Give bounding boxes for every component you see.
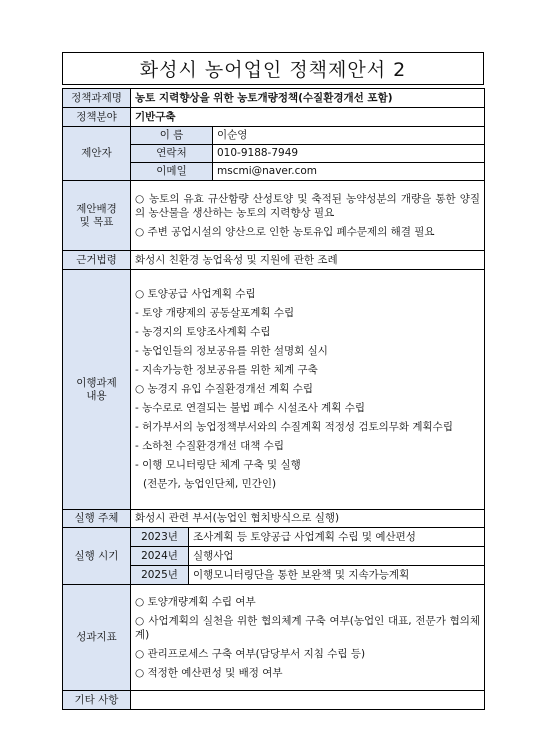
row-executor	[63, 510, 485, 528]
other-label: 기타 사항	[63, 691, 131, 710]
row-policy-task	[63, 89, 485, 108]
background-label-line1: 제안배경	[76, 202, 117, 215]
content-list	[131, 270, 485, 510]
policy-task-label: 정책과제명	[63, 89, 131, 108]
email-value: mscmi@naver.com	[213, 163, 485, 181]
schedule-text: 조사계획 등 토양공급 사업계획 수립 및 예산편성	[189, 528, 485, 547]
name-value: 이순영	[213, 127, 485, 145]
background-label-line2: 및 목표	[79, 215, 114, 228]
row-policy-field	[63, 108, 485, 127]
background-item: ○ 농토의 유효 규산함량 산성토양 및 축적된 농약성분의 개량을 통한 양질의 농산물을 생산하는 농토의 지력향상 필요	[135, 192, 481, 219]
phone-label: 연락처	[131, 145, 213, 163]
content-label-line2: 내용	[86, 389, 107, 402]
content-item: - 소하천 수질환경개선 대책 수립	[135, 440, 284, 452]
row-content	[63, 270, 485, 510]
executor-value: 화성시 관련 부서(농업인 협치방식으로 실행)	[131, 510, 485, 528]
content-item: ○ 토양공급 사업계획 수립	[135, 288, 256, 300]
document-title: 화성시 농어업인 정책제안서 2	[62, 52, 484, 85]
proposer-label: 제안자	[63, 127, 131, 181]
content-item: ○ 농경지 유입 수질환경개선 계획 수립	[135, 383, 313, 395]
content-item: - 허가부서의 농업정책부서와의 수질계획 적정성 검토의무화 계획수립	[135, 421, 453, 433]
schedule-text: 이행모니터링단을 통한 보완책 및 지속가능계획	[189, 566, 485, 585]
indicator-item: ○ 사업계획의 실천을 위한 협의체계 구축 여부(농업인 대표, 전문가 협의체계)	[135, 614, 481, 641]
content-item: - 농업인들의 정보공유를 위한 설명회 실시	[135, 345, 328, 357]
schedule-year: 2023년	[131, 528, 189, 547]
row-indicators	[63, 585, 485, 691]
row-background	[63, 181, 485, 251]
content-label-line1: 이행과제	[76, 376, 117, 389]
row-schedule-2023	[63, 528, 485, 547]
policy-field-label: 정책분야	[63, 108, 131, 127]
row-other	[63, 691, 485, 710]
policy-task-value: 농토 지력향상을 위한 농토개량정책(수질환경개선 포함)	[131, 89, 485, 108]
schedule-label: 실행 시기	[63, 528, 131, 585]
executor-label: 실행 주체	[63, 510, 131, 528]
indicator-item: ○ 적정한 예산편성 및 배정 여부	[135, 666, 283, 679]
content-label	[63, 270, 131, 510]
content-item: - 이행 모니터링단 체계 구축 및 실행	[135, 459, 301, 471]
proposal-form-table	[62, 88, 485, 710]
background-label	[63, 181, 131, 251]
schedule-year: 2025년	[131, 566, 189, 585]
content-item: - 농수로로 연결되는 불법 폐수 시설조사 계획 수립	[135, 402, 366, 414]
content-item: (전문가, 농업인단체, 민간인)	[143, 478, 277, 490]
phone-value: 010-9188-7949	[213, 145, 485, 163]
indicator-item: ○ 토양개량계획 수립 여부	[135, 595, 256, 608]
content-item: - 농경지의 토양조사계획 수립	[135, 326, 271, 338]
indicators-list	[131, 585, 485, 691]
schedule-year: 2024년	[131, 547, 189, 566]
indicator-item: ○ 관리프로세스 구축 여부(담당부서 지침 수립 등)	[135, 647, 366, 660]
content-item: - 토양 개량제의 공동살포계획 수립	[135, 307, 295, 319]
name-label: 이 름	[131, 127, 213, 145]
background-content	[131, 181, 485, 251]
background-item: ○ 주변 공업시설의 양산으로 인한 농토유입 폐수문제의 해결 필요	[135, 225, 435, 238]
email-label: 이메일	[131, 163, 213, 181]
row-proposer-name	[63, 127, 485, 145]
policy-field-value: 기반구축	[131, 108, 485, 127]
schedule-text: 실행사업	[189, 547, 485, 566]
indicators-label: 성과지표	[63, 585, 131, 691]
row-legal-basis	[63, 251, 485, 270]
legal-basis-value: 화성시 친환경 농업육성 및 지원에 관한 조례	[131, 251, 485, 270]
content-item: - 지속가능한 정보공유를 위한 체계 구축	[135, 364, 318, 376]
other-value	[131, 691, 485, 710]
legal-basis-label: 근거법령	[63, 251, 131, 270]
